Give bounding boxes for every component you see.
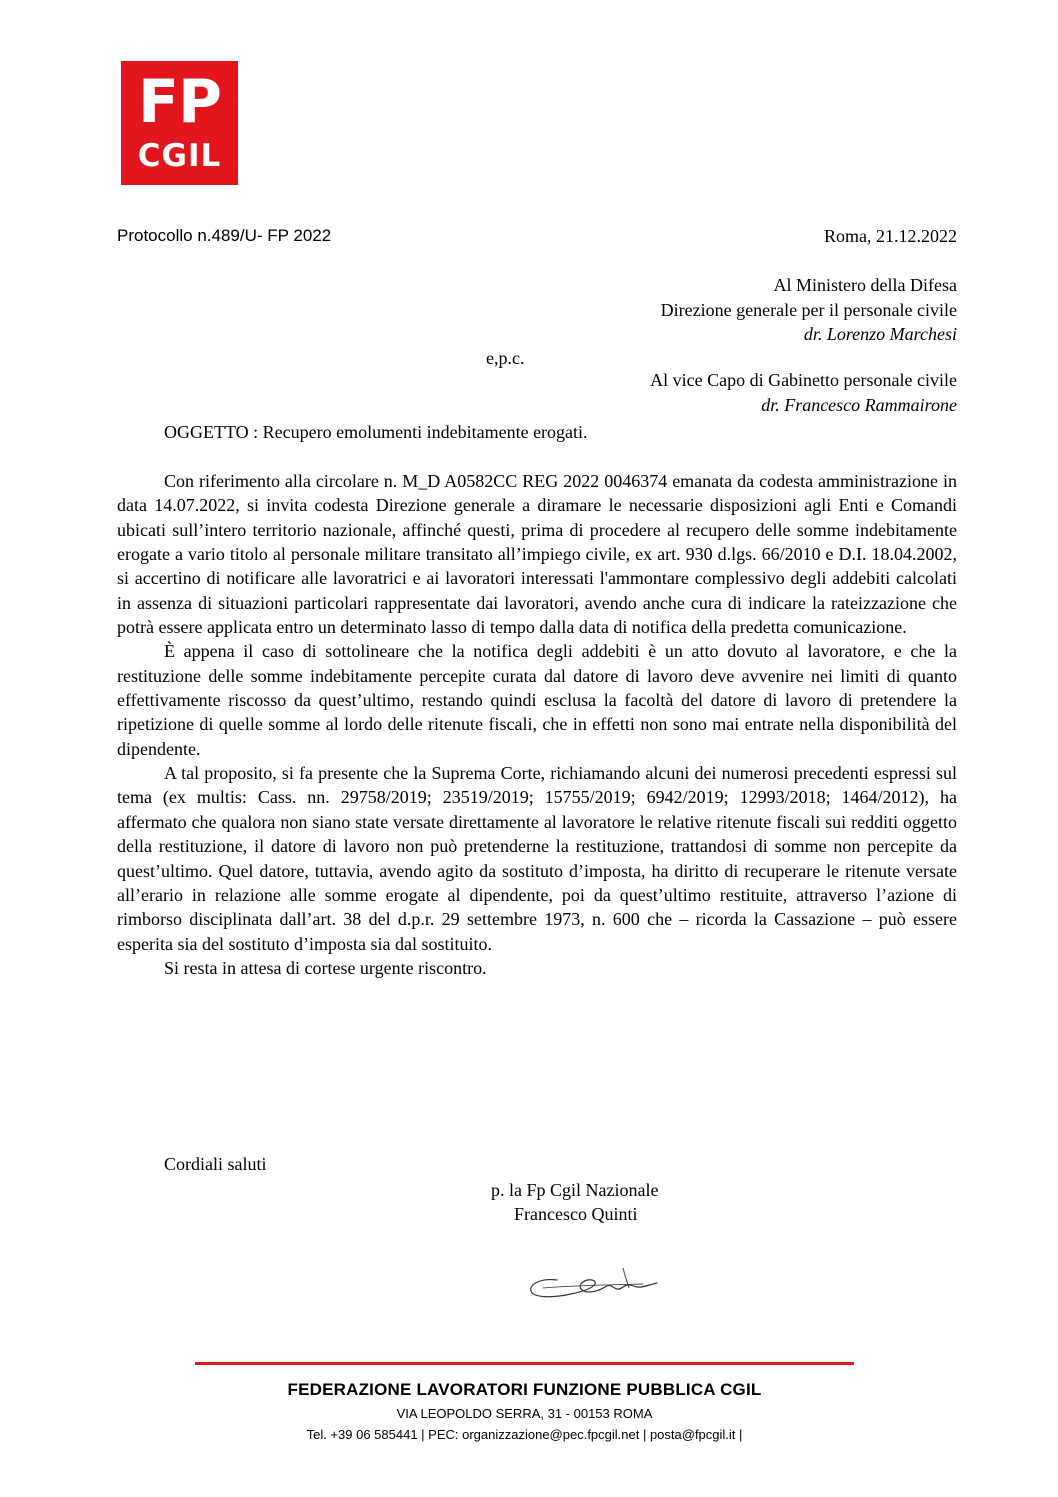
logo-text-fp: FP (138, 67, 221, 137)
cc-block (357, 368, 957, 418)
footer-contacts: Tel. +39 06 585441 | PEC: organizzazione@pec.fpcgil.net | posta@fpcgil.it | (306, 1427, 743, 1442)
footer-divider (195, 1362, 854, 1365)
signatory-name: Francesco Quinti (514, 1204, 638, 1224)
cc-office: Al vice Capo di Gabinetto personale civile (650, 370, 957, 390)
body-paragraph-3: A tal proposito, si fa presente che la Suprema Corte, richiamando alcuni dei numerosi precedenti espressi sul tema (ex multis: Cass. nn. 29758/2019; 23519/2019; 15755/2019; 6942/2019; 12993/2018; 1464/2012), ha affermato che qualora non siano state versate direttamente al lavoratore le relative ritenute fiscali sui redditi oggetto della restituzione, il datore di lavoro non può pretenderne la restituzione, trattandosi di somme non percepite da quest’ultimo. Quel datore, tuttavia, avendo agito da sostituto d’imposta, ha diritto di recuperare le ritenute versate all’erario in relazione alle somme erogate al dipendente, poi da quest’ultimo restituite, attraverso l’azione di rimborso disciplinata dall’art. 38 del d.p.r. 29 settembre 1973, n. 600 che – ricorda la Cassazione – può essere esperita sia del sostituto d’imposta sia dal sostituito. (117, 763, 957, 954)
letter-body (117, 469, 957, 980)
recipient-name: dr. Lorenzo Marchesi (803, 324, 957, 344)
letter-date: Roma, 21.12.2022 (824, 226, 957, 246)
fp-cgil-logo (121, 61, 238, 185)
cc-name: dr. Francesco Rammairone (761, 395, 957, 415)
recipient-ministry: Al Ministero della Difesa (773, 275, 957, 295)
logo-text-cgil: CGIL (137, 138, 222, 174)
recipient-directorate: Direzione generale per il personale civile (660, 299, 957, 320)
body-paragraph-4: Si resta in attesa di cortese urgente riscontro. (164, 957, 487, 978)
footer-address: VIA LEOPOLDO SERRA, 31 - 00153 ROMA (396, 1406, 653, 1421)
cc-label: e,p.c. (486, 348, 525, 368)
signatory-organization: p. la Fp Cgil Nazionale (491, 1180, 659, 1200)
recipient-block (357, 273, 957, 347)
body-paragraph-2: È appena il caso di sottolineare che la notifica degli addebiti è un atto dovuto al lavoratore, e che la restituzione delle somme indebitamente percepite curata dal datore di lavoro deve avvenire nei limiti di quanto effettivamente riscosso da quest’ultimo, restando quindi esclusa la facoltà del datore di lavoro di pretendere la ripetizione di quelle somme al lordo delle ritenute fiscali, che in effetti non sono mai entrate nella disponibilità del dipendente. (117, 641, 957, 759)
signatory-block (491, 1178, 721, 1226)
footer-organization: FEDERAZIONE LAVORATORI FUNZIONE PUBBLICA CGIL (287, 1380, 762, 1399)
letter-subject: OGGETTO : Recupero emolumenti indebitamente erogati. (164, 422, 588, 442)
body-paragraph-1: Con riferimento alla circolare n. M_D A0582CC REG 2022 0046374 emanata da codesta amministrazione in data 14.07.2022, si invita codesta Direzione generale a diramare le necessarie disposizioni agli Enti e Comandi ubicati sull’intero territorio nazionale, affinché questi, prima di procedere al recupero delle somme indebitamente erogate a vario titolo al personale militare transitato all’impiego civile, ex art. 930 d.lgs. 66/2010 e D.I. 18.04.2002, si accertino di notificare alle lavoratrici e ai lavoratori interessati l'ammontare complessivo degli addebiti calcolati in assenza di situazioni particolari rappresentate dai lavoratori, avendo anche cura di indicare la rateizzazione che potrà essere applicata entro un determinato lasso di tempo dalla data di notifica della predetta comunicazione. (117, 471, 957, 638)
protocol-number: Protocollo n.489/U- FP 2022 (117, 226, 332, 245)
handwritten-signature (523, 1258, 663, 1306)
closing-greeting: Cordiali saluti (164, 1154, 267, 1174)
letterhead-footer (195, 1378, 854, 1446)
